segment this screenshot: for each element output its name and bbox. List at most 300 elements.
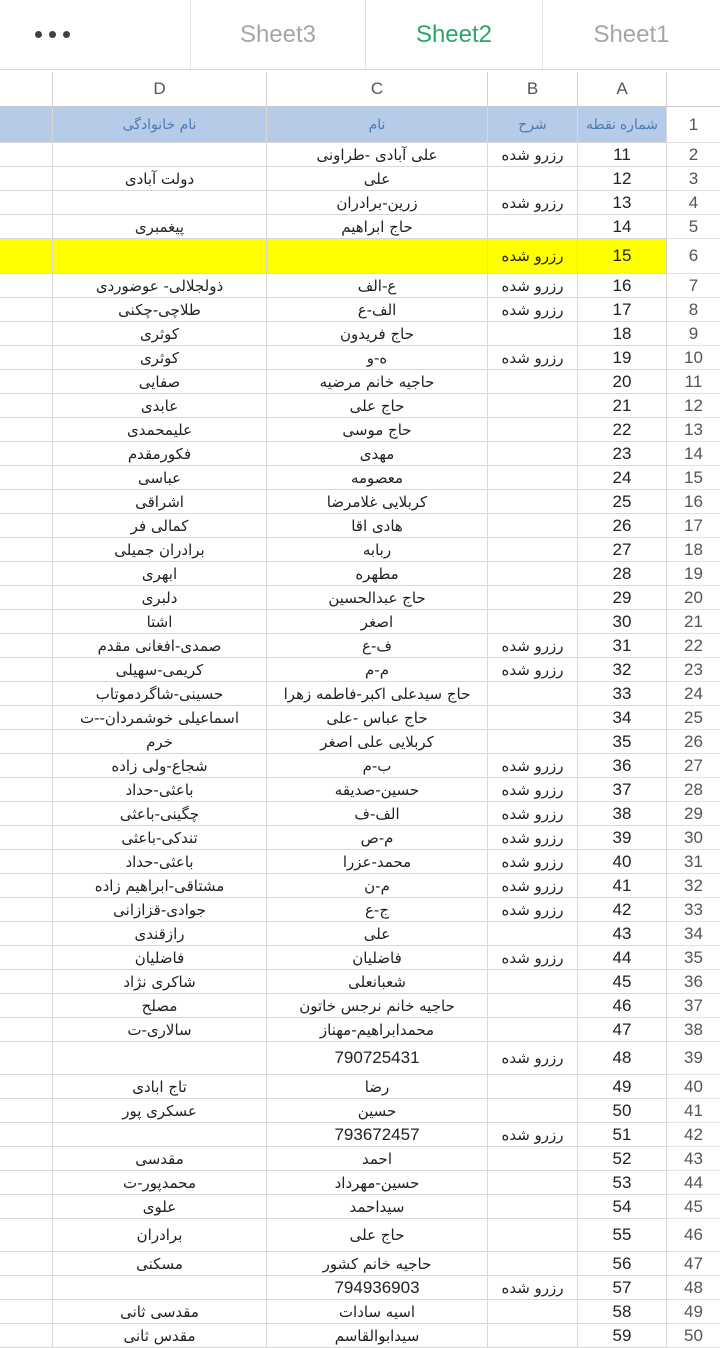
cell-c[interactable]: کربلایی غلامرضا xyxy=(267,490,488,514)
cell-x[interactable] xyxy=(0,1123,53,1147)
cell-d[interactable] xyxy=(53,143,267,167)
cell-a[interactable]: 38 xyxy=(578,802,667,826)
cell-a[interactable]: 51 xyxy=(578,1123,667,1147)
row-header[interactable]: 31 xyxy=(667,850,720,874)
cell-a[interactable]: 40 xyxy=(578,850,667,874)
cell-c[interactable]: محمد-عزرا xyxy=(267,850,488,874)
cell-x[interactable] xyxy=(0,514,53,538)
cell-x[interactable] xyxy=(0,346,53,370)
cell-d[interactable]: شاکری نژاد xyxy=(53,970,267,994)
cell-x[interactable] xyxy=(0,994,53,1018)
row-header[interactable]: 24 xyxy=(667,682,720,706)
row-header[interactable]: 33 xyxy=(667,898,720,922)
cell-a[interactable]: 36 xyxy=(578,754,667,778)
cell-d[interactable] xyxy=(53,1042,267,1075)
cell-x[interactable] xyxy=(0,634,53,658)
cell-a[interactable]: 53 xyxy=(578,1171,667,1195)
cell-c[interactable]: حاج عباس -علی xyxy=(267,706,488,730)
column-header-c[interactable]: C xyxy=(267,72,488,107)
cell-d[interactable]: اشراقی xyxy=(53,490,267,514)
row-header[interactable]: 19 xyxy=(667,562,720,586)
column-header-b[interactable]: B xyxy=(488,72,578,107)
cell-a[interactable]: 28 xyxy=(578,562,667,586)
cell-d[interactable]: مصلح xyxy=(53,994,267,1018)
cell-c[interactable]: زرین-برادران xyxy=(267,191,488,215)
row-header[interactable]: 10 xyxy=(667,346,720,370)
cell-d[interactable]: چگینی-باعثی xyxy=(53,802,267,826)
cell-b[interactable]: رزرو شده xyxy=(488,1276,578,1300)
cell-c[interactable]: م-م xyxy=(267,658,488,682)
row-header[interactable]: 4 xyxy=(667,191,720,215)
cell-d[interactable]: دولت آبادی xyxy=(53,167,267,191)
cell-d[interactable]: سالاری-ت xyxy=(53,1018,267,1042)
cell-d[interactable]: کمالی فر xyxy=(53,514,267,538)
cell-b[interactable] xyxy=(488,1075,578,1099)
row-header[interactable]: 50 xyxy=(667,1324,720,1348)
cell-b[interactable]: رزرو شده xyxy=(488,143,578,167)
cell-b[interactable] xyxy=(488,442,578,466)
cell-d[interactable]: فاضلیان xyxy=(53,946,267,970)
cell-b[interactable] xyxy=(488,538,578,562)
cell-b[interactable]: رزرو شده xyxy=(488,778,578,802)
row-header[interactable]: 7 xyxy=(667,274,720,298)
cell-c[interactable]: حاجیه خانم نرجس خاتون xyxy=(267,994,488,1018)
cell-b[interactable] xyxy=(488,370,578,394)
cell-d[interactable] xyxy=(53,191,267,215)
cell-x[interactable] xyxy=(0,1324,53,1348)
cell-c[interactable] xyxy=(267,239,488,274)
cell-d[interactable]: مسکنی xyxy=(53,1252,267,1276)
cell-a[interactable]: 12 xyxy=(578,167,667,191)
cell-a[interactable]: 27 xyxy=(578,538,667,562)
cell-x[interactable] xyxy=(0,874,53,898)
row-header[interactable]: 17 xyxy=(667,514,720,538)
cell-d[interactable] xyxy=(53,1276,267,1300)
cell-a[interactable]: 16 xyxy=(578,274,667,298)
cell-a[interactable]: 22 xyxy=(578,418,667,442)
cell-x[interactable] xyxy=(0,1252,53,1276)
cell-c[interactable]: حسین-صدیقه xyxy=(267,778,488,802)
cell-b[interactable]: رزرو شده xyxy=(488,850,578,874)
cell-x[interactable] xyxy=(0,1300,53,1324)
cell-x[interactable] xyxy=(0,370,53,394)
cell-c[interactable]: رضا xyxy=(267,1075,488,1099)
cell-c[interactable]: معصومه xyxy=(267,466,488,490)
row-header[interactable]: 38 xyxy=(667,1018,720,1042)
cell-x[interactable] xyxy=(0,922,53,946)
cell-b[interactable] xyxy=(488,1219,578,1252)
cell-b[interactable] xyxy=(488,490,578,514)
cell-c[interactable]: اصغر xyxy=(267,610,488,634)
row-header[interactable]: 25 xyxy=(667,706,720,730)
cell-a[interactable]: 18 xyxy=(578,322,667,346)
cell-a[interactable]: 42 xyxy=(578,898,667,922)
row-header[interactable]: 29 xyxy=(667,802,720,826)
cell-x[interactable] xyxy=(0,1219,53,1252)
cell-b[interactable] xyxy=(488,1324,578,1348)
row-header[interactable]: 3 xyxy=(667,167,720,191)
cell-x[interactable] xyxy=(0,1099,53,1123)
cell-c[interactable]: علی xyxy=(267,167,488,191)
cell-b[interactable] xyxy=(488,1018,578,1042)
cell-c[interactable]: ع-الف xyxy=(267,274,488,298)
cell-a[interactable]: 33 xyxy=(578,682,667,706)
cell-x[interactable] xyxy=(0,850,53,874)
cell-c[interactable]: ربابه xyxy=(267,538,488,562)
row-header[interactable]: 1 xyxy=(667,107,720,143)
row-header[interactable]: 22 xyxy=(667,634,720,658)
tab-sheet3[interactable]: Sheet3 xyxy=(190,0,365,69)
cell-d[interactable]: باعثی-حداد xyxy=(53,778,267,802)
row-header[interactable]: 12 xyxy=(667,394,720,418)
cell-c[interactable]: حاجیه خانم کشور xyxy=(267,1252,488,1276)
cell-d[interactable]: مشتاقی-ابراهیم زاده xyxy=(53,874,267,898)
row-header[interactable]: 14 xyxy=(667,442,720,466)
row-header[interactable]: 9 xyxy=(667,322,720,346)
cell-a[interactable]: 29 xyxy=(578,586,667,610)
more-options-button[interactable] xyxy=(0,0,104,69)
row-header[interactable]: 2 xyxy=(667,143,720,167)
cell-x[interactable] xyxy=(0,682,53,706)
cell-a[interactable]: 15 xyxy=(578,239,667,274)
row-header[interactable]: 39 xyxy=(667,1042,720,1075)
cell-x[interactable] xyxy=(0,778,53,802)
row-header[interactable]: 6 xyxy=(667,239,720,274)
cell-a[interactable]: 20 xyxy=(578,370,667,394)
cell-a[interactable]: 47 xyxy=(578,1018,667,1042)
cell-c[interactable]: ه-و xyxy=(267,346,488,370)
cell-d[interactable]: علیمحمدی xyxy=(53,418,267,442)
cell-a[interactable]: 54 xyxy=(578,1195,667,1219)
cell-x[interactable] xyxy=(0,1147,53,1171)
cell-b[interactable]: رزرو شده xyxy=(488,802,578,826)
cell-x[interactable] xyxy=(0,1171,53,1195)
cell-d[interactable]: ذولجلالی- عوضوردی xyxy=(53,274,267,298)
cell-c[interactable]: سیدابوالقاسم xyxy=(267,1324,488,1348)
cell-a[interactable]: 17 xyxy=(578,298,667,322)
cell-c[interactable]: حاج موسی xyxy=(267,418,488,442)
row-header[interactable]: 37 xyxy=(667,994,720,1018)
cell-c[interactable]: کربلایی علی اصغر xyxy=(267,730,488,754)
cell-x[interactable] xyxy=(0,826,53,850)
cell-x[interactable] xyxy=(0,1276,53,1300)
cell-b[interactable] xyxy=(488,1195,578,1219)
cell-d[interactable]: مقدسی ثانی xyxy=(53,1300,267,1324)
cell-a[interactable]: 57 xyxy=(578,1276,667,1300)
cell-x[interactable] xyxy=(0,562,53,586)
cell-d[interactable]: برادران جمیلی xyxy=(53,538,267,562)
cell-a[interactable]: 49 xyxy=(578,1075,667,1099)
cell-c[interactable]: اسیه سادات xyxy=(267,1300,488,1324)
cell-b[interactable]: رزرو شده xyxy=(488,634,578,658)
cell-d[interactable] xyxy=(53,239,267,274)
cell-b[interactable] xyxy=(488,394,578,418)
cell-d[interactable]: صمدی-افغانی مقدم xyxy=(53,634,267,658)
cell-d[interactable]: تاج ابادی xyxy=(53,1075,267,1099)
row-header[interactable]: 47 xyxy=(667,1252,720,1276)
cell-b[interactable] xyxy=(488,610,578,634)
cell-c[interactable]: مهدی xyxy=(267,442,488,466)
cell-x[interactable] xyxy=(0,1195,53,1219)
cell-a[interactable]: 30 xyxy=(578,610,667,634)
cell-x[interactable] xyxy=(0,706,53,730)
cell-b[interactable]: رزرو شده xyxy=(488,898,578,922)
cell-x[interactable] xyxy=(0,898,53,922)
cell-b[interactable] xyxy=(488,514,578,538)
cell-x[interactable] xyxy=(0,274,53,298)
cell-x[interactable] xyxy=(0,1075,53,1099)
cell-b[interactable]: رزرو شده xyxy=(488,298,578,322)
cell-a[interactable]: 26 xyxy=(578,514,667,538)
row-header[interactable]: 28 xyxy=(667,778,720,802)
cell-d[interactable]: کوثری xyxy=(53,346,267,370)
cell-x[interactable] xyxy=(0,586,53,610)
cell-a[interactable]: 56 xyxy=(578,1252,667,1276)
cell-b[interactable]: رزرو شده xyxy=(488,658,578,682)
cell-c[interactable]: فاضلیان xyxy=(267,946,488,970)
cell-d[interactable]: طلاچی-چکنی xyxy=(53,298,267,322)
row-header[interactable]: 21 xyxy=(667,610,720,634)
row-header[interactable]: 36 xyxy=(667,970,720,994)
cell-c[interactable]: علی آبادی -طراونی xyxy=(267,143,488,167)
cell-d[interactable]: پیغمبری xyxy=(53,215,267,239)
cell-b[interactable] xyxy=(488,586,578,610)
cell-x[interactable] xyxy=(0,946,53,970)
tab-sheet1[interactable]: Sheet1 xyxy=(542,0,720,69)
cell-b[interactable] xyxy=(488,1300,578,1324)
cell-b[interactable] xyxy=(488,922,578,946)
cell-c[interactable]: سیداحمد xyxy=(267,1195,488,1219)
row-header[interactable]: 49 xyxy=(667,1300,720,1324)
cell-b[interactable] xyxy=(488,1147,578,1171)
cell-b[interactable] xyxy=(488,682,578,706)
row-header[interactable]: 26 xyxy=(667,730,720,754)
cell-d[interactable]: اسماعیلی خوشمردان--ت xyxy=(53,706,267,730)
cell-c[interactable]: حاج علی xyxy=(267,394,488,418)
cell-b[interactable] xyxy=(488,970,578,994)
cell-c[interactable]: محمدابراهیم-مهناز xyxy=(267,1018,488,1042)
cell-d[interactable]: فکورمقدم xyxy=(53,442,267,466)
cell-c[interactable]: حاج سیدعلی اکبر-فاطمه زهرا xyxy=(267,682,488,706)
cell-c[interactable]: 790725431 xyxy=(267,1042,488,1075)
cell-c[interactable]: مطهره xyxy=(267,562,488,586)
cell-c[interactable]: 794936903 xyxy=(267,1276,488,1300)
cell-d[interactable]: محمدپور-ت xyxy=(53,1171,267,1195)
cell-a[interactable]: 41 xyxy=(578,874,667,898)
row-header[interactable]: 15 xyxy=(667,466,720,490)
cell-c[interactable]: حاج ابراهیم xyxy=(267,215,488,239)
cell-d[interactable]: صفایی xyxy=(53,370,267,394)
cell-a[interactable]: 31 xyxy=(578,634,667,658)
row-header[interactable]: 18 xyxy=(667,538,720,562)
cell-a[interactable]: 11 xyxy=(578,143,667,167)
cell-a[interactable]: 52 xyxy=(578,1147,667,1171)
select-all-corner[interactable] xyxy=(667,72,720,107)
cell-a[interactable]: 32 xyxy=(578,658,667,682)
row-header[interactable]: 27 xyxy=(667,754,720,778)
cell-b[interactable]: رزرو شده xyxy=(488,1042,578,1075)
cell-d[interactable]: عباسی xyxy=(53,466,267,490)
cell-d[interactable]: عابدی xyxy=(53,394,267,418)
row-header[interactable]: 16 xyxy=(667,490,720,514)
cell-d[interactable]: تندکی-باعثی xyxy=(53,826,267,850)
cell-a[interactable]: 46 xyxy=(578,994,667,1018)
cell-c[interactable]: الف-ف xyxy=(267,802,488,826)
cell-a[interactable]: 55 xyxy=(578,1219,667,1252)
cell-b[interactable] xyxy=(488,1099,578,1123)
cell-c[interactable]: حسین xyxy=(267,1099,488,1123)
cell-b[interactable]: رزرو شده xyxy=(488,874,578,898)
cell-a[interactable]: 59 xyxy=(578,1324,667,1348)
cell-d[interactable] xyxy=(53,1123,267,1147)
column-header-a[interactable]: A xyxy=(578,72,667,107)
cell-x[interactable] xyxy=(0,191,53,215)
cell-x[interactable] xyxy=(0,298,53,322)
cell-x[interactable] xyxy=(0,1042,53,1075)
cell-b[interactable]: رزرو شده xyxy=(488,946,578,970)
row-header[interactable]: 42 xyxy=(667,1123,720,1147)
cell-x[interactable] xyxy=(0,394,53,418)
row-header[interactable]: 45 xyxy=(667,1195,720,1219)
cell-c[interactable]: ج-ع xyxy=(267,898,488,922)
row-header[interactable]: 11 xyxy=(667,370,720,394)
cell-b[interactable] xyxy=(488,1171,578,1195)
cell-x[interactable] xyxy=(0,490,53,514)
cell-x[interactable] xyxy=(0,802,53,826)
cell-b[interactable]: رزرو شده xyxy=(488,1123,578,1147)
cell-a[interactable]: شماره نقطه xyxy=(578,107,667,143)
cell-b[interactable]: رزرو شده xyxy=(488,826,578,850)
row-header[interactable]: 32 xyxy=(667,874,720,898)
cell-d[interactable]: جوادی-قزازانی xyxy=(53,898,267,922)
cell-a[interactable]: 13 xyxy=(578,191,667,215)
cell-d[interactable]: باعثی-حداد xyxy=(53,850,267,874)
cell-d[interactable]: ابهری xyxy=(53,562,267,586)
cell-c[interactable]: احمد xyxy=(267,1147,488,1171)
cell-c[interactable]: شعبانعلی xyxy=(267,970,488,994)
cell-x[interactable] xyxy=(0,418,53,442)
cell-x[interactable] xyxy=(0,239,53,274)
cell-x[interactable] xyxy=(0,730,53,754)
cell-c[interactable]: ف-ع xyxy=(267,634,488,658)
cell-a[interactable]: 43 xyxy=(578,922,667,946)
cell-c[interactable]: حاجیه خانم مرضیه xyxy=(267,370,488,394)
cell-d[interactable]: رازقندی xyxy=(53,922,267,946)
cell-c[interactable]: م-ن xyxy=(267,874,488,898)
row-header[interactable]: 44 xyxy=(667,1171,720,1195)
cell-d[interactable]: برادران xyxy=(53,1219,267,1252)
cell-c[interactable]: نام xyxy=(267,107,488,143)
cell-b[interactable]: رزرو شده xyxy=(488,191,578,215)
cell-a[interactable]: 21 xyxy=(578,394,667,418)
row-header[interactable]: 34 xyxy=(667,922,720,946)
cell-b[interactable] xyxy=(488,730,578,754)
cell-x[interactable] xyxy=(0,143,53,167)
cell-d[interactable]: علوی xyxy=(53,1195,267,1219)
cell-b[interactable] xyxy=(488,466,578,490)
cell-b[interactable] xyxy=(488,215,578,239)
row-header[interactable]: 5 xyxy=(667,215,720,239)
cell-a[interactable]: 35 xyxy=(578,730,667,754)
cell-b[interactable] xyxy=(488,1252,578,1276)
cell-a[interactable]: 24 xyxy=(578,466,667,490)
cell-x[interactable] xyxy=(0,754,53,778)
cell-c[interactable]: م-ص xyxy=(267,826,488,850)
cell-b[interactable] xyxy=(488,562,578,586)
row-header[interactable]: 43 xyxy=(667,1147,720,1171)
cell-b[interactable] xyxy=(488,167,578,191)
cell-x[interactable] xyxy=(0,538,53,562)
cell-d[interactable]: خرم xyxy=(53,730,267,754)
cell-a[interactable]: 50 xyxy=(578,1099,667,1123)
cell-d[interactable]: کوثری xyxy=(53,322,267,346)
cell-b[interactable]: رزرو شده xyxy=(488,346,578,370)
row-header[interactable]: 30 xyxy=(667,826,720,850)
tab-sheet2[interactable]: Sheet2 xyxy=(365,0,542,69)
cell-b[interactable] xyxy=(488,994,578,1018)
cell-b[interactable]: رزرو شده xyxy=(488,239,578,274)
cell-x[interactable] xyxy=(0,215,53,239)
cell-x[interactable] xyxy=(0,658,53,682)
cell-b[interactable]: شرح xyxy=(488,107,578,143)
cell-d[interactable]: عسکری پور xyxy=(53,1099,267,1123)
cell-x[interactable] xyxy=(0,610,53,634)
cell-b[interactable]: رزرو شده xyxy=(488,274,578,298)
cell-b[interactable] xyxy=(488,322,578,346)
cell-d[interactable]: حسینی-شاگردموتاب xyxy=(53,682,267,706)
row-header[interactable]: 48 xyxy=(667,1276,720,1300)
row-header[interactable]: 41 xyxy=(667,1099,720,1123)
cell-d[interactable]: نام خانوادگی xyxy=(53,107,267,143)
cell-a[interactable]: 34 xyxy=(578,706,667,730)
cell-a[interactable]: 19 xyxy=(578,346,667,370)
cell-a[interactable]: 14 xyxy=(578,215,667,239)
cell-x[interactable] xyxy=(0,970,53,994)
cell-c[interactable]: حاج عبدالحسین xyxy=(267,586,488,610)
row-header[interactable]: 13 xyxy=(667,418,720,442)
cell-c[interactable]: 793672457 xyxy=(267,1123,488,1147)
cell-d[interactable]: مقدسی xyxy=(53,1147,267,1171)
cell-x[interactable] xyxy=(0,442,53,466)
cell-b[interactable] xyxy=(488,706,578,730)
cell-d[interactable]: مقدس ثانی xyxy=(53,1324,267,1348)
cell-x[interactable] xyxy=(0,1018,53,1042)
cell-c[interactable]: ب-م xyxy=(267,754,488,778)
cell-x[interactable] xyxy=(0,322,53,346)
row-header[interactable]: 40 xyxy=(667,1075,720,1099)
cell-a[interactable]: 37 xyxy=(578,778,667,802)
cell-c[interactable]: حسین-مهرداد xyxy=(267,1171,488,1195)
cell-d[interactable]: شجاع-ولی زاده xyxy=(53,754,267,778)
cell-c[interactable]: حاج علی xyxy=(267,1219,488,1252)
cell-a[interactable]: 25 xyxy=(578,490,667,514)
cell-c[interactable]: علی xyxy=(267,922,488,946)
cell-a[interactable]: 23 xyxy=(578,442,667,466)
cell-d[interactable]: دلبری xyxy=(53,586,267,610)
cell-d[interactable]: اشتا xyxy=(53,610,267,634)
cell-a[interactable]: 45 xyxy=(578,970,667,994)
cell-c[interactable]: هادی اقا xyxy=(267,514,488,538)
cell-d[interactable]: کریمی-سهیلی xyxy=(53,658,267,682)
cell-c[interactable]: حاج فریدون xyxy=(267,322,488,346)
row-header[interactable]: 46 xyxy=(667,1219,720,1252)
cell-x[interactable] xyxy=(0,167,53,191)
row-header[interactable]: 35 xyxy=(667,946,720,970)
cell-a[interactable]: 48 xyxy=(578,1042,667,1075)
cell-a[interactable]: 44 xyxy=(578,946,667,970)
column-header-d[interactable]: D xyxy=(53,72,267,107)
cell-x[interactable] xyxy=(0,466,53,490)
